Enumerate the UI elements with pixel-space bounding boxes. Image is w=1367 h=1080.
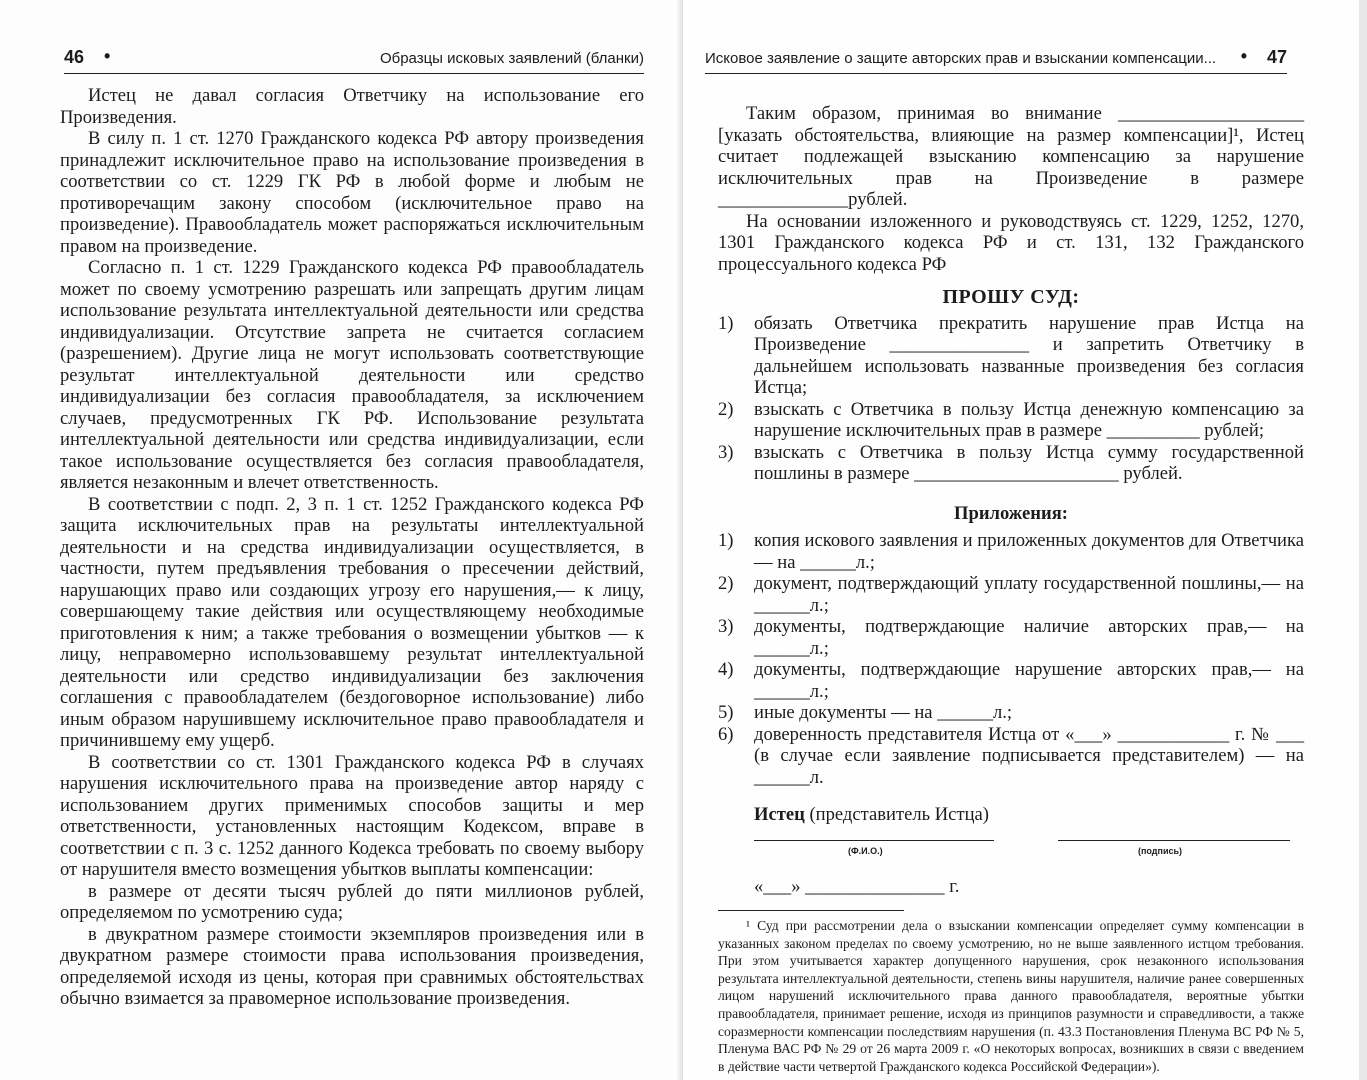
- date-line: «___» _______________ г.: [754, 876, 960, 897]
- list-item-text: документы, подтверждающие нарушение авторских прав,— на ______л.;: [754, 659, 1304, 702]
- list-item-number: 2): [718, 398, 734, 420]
- left-page: [0, 0, 683, 1080]
- left-header-bullet: •: [104, 46, 111, 66]
- list-item-number: 1): [718, 312, 734, 334]
- paragraph: в размере от десяти тысяч рублей до пяти миллионов рублей, определяемом по усмотрению суда;: [60, 880, 644, 923]
- paragraph: В силу п. 1 ст. 1270 Гражданского кодекса РФ автору произведения принадлежит исключительное право на использование произведения в соответствии со ст. 1229 ГК РФ в любой форме и любым не противоречащим закону способом (исключительное право на произведение). Правообладатель может распоряжаться исключительным правом на произведение.: [60, 128, 644, 257]
- paragraph: Согласно п. 1 ст. 1229 Гражданского кодекса РФ правообладатель может по своему усмотрению разрешать или запрещать другим лицам использование результата интеллектуальной деятельности или средства индивидуализации. Отсутствие запрета не считается согласием (разрешением). Другие лица не могут использовать соответствующие результат интеллектуальной деятельности или средство индивидуализации без согласия правообладателя, за исключением случаев, предусмотренных ГК РФ. Использование результата интеллектуальной деятельности или средства индивидуализации, если такое использование осуществляется без согласия правообладателя, является незаконным и влечет ответственность.: [60, 257, 644, 493]
- signature-line: [1058, 840, 1290, 841]
- right-header-rule: [705, 73, 1287, 74]
- list-item-number: 3): [718, 616, 734, 637]
- footnote: ¹ Суд при рассмотрении дела о взыскании компенсации определяет сумму компенсации в указанных законом пределах по своему усмотрению, но не выше заявленного истцом требования. При этом учитывается характер допущенного нарушения, срок незаконного использования результата интеллектуальной деятельности, степень вины нарушителя, наличие ранее совершенных лицом нарушений исключительного права данного правообладателя, вероятные убытки правообладателя, принимает решение, исходя из принципов разумности и справедливости, а также соразмерности компенсации последствиям нарушения (п. 43.3 Постановления Пленума ВС РФ № 5, Пленума ВАС РФ № 29 от 26 марта 2009 г. «О некоторых вопросах, возникших в связи с введением в действие части четвертой Гражданского кодекса Российской Федерации»).: [718, 918, 1304, 1074]
- list-item-number: 1): [718, 530, 734, 551]
- list-item-text: взыскать с Ответчика в пользу Истца сумму государственной пошлины в размере ______________________ рублей.: [754, 441, 1304, 484]
- left-header-title: Образцы исковых заявлений (бланки): [379, 50, 644, 67]
- list-item-text: доверенность представителя Истца от «___» ____________ г. № ___ (в случае если заявление подписывается представителем) — на ______л.: [754, 723, 1304, 788]
- name-line: [754, 840, 994, 841]
- list-item: [718, 442, 1304, 485]
- list-item-number: 3): [718, 441, 734, 463]
- list-item-text: документы, подтверждающие наличие авторских прав,— на ______л.;: [754, 616, 1304, 659]
- list-item: [718, 724, 1304, 789]
- list-item: [718, 659, 1304, 702]
- left-body-text: [60, 85, 644, 1010]
- right-header-bullet: •: [1240, 46, 1247, 66]
- name-line-label: (Ф.И.О.): [848, 846, 883, 856]
- list-item: [718, 313, 1304, 399]
- right-running-header: [705, 44, 1287, 74]
- attachments-list: [718, 530, 1304, 788]
- right-page-number: 47: [1266, 47, 1287, 67]
- footnote-rule: [718, 910, 904, 911]
- list-item-text: обязать Ответчика прекратить нарушение прав Истца на Произведение _______________ и запретить Ответчику в дальнейшем использовать названные произведения без согласия Истца;: [754, 312, 1304, 398]
- request-title: ПРОШУ СУД:: [942, 286, 1080, 308]
- list-item-text: документ, подтверждающий уплату государственной пошлины,— на ______л.;: [754, 573, 1304, 616]
- paragraph: Истец не давал согласия Ответчику на использование его Произведения.: [60, 85, 644, 128]
- list-item: [718, 573, 1304, 616]
- left-page-number: 46: [64, 47, 85, 67]
- list-item-number: 2): [718, 573, 734, 594]
- page-edge-right: [1359, 0, 1367, 1080]
- left-running-header: [64, 44, 644, 74]
- list-item: [718, 616, 1304, 659]
- list-item-text: взыскать с Ответчика в пользу Истца денежную компенсацию за нарушение исключительных прав в размере __________ рублей;: [754, 398, 1304, 441]
- list-item: [718, 530, 1304, 573]
- list-item-number: 6): [718, 723, 734, 745]
- paragraph: На основании изложенного и руководствуясь ст. 1229, 1252, 1270, 1301 Гражданского кодекса РФ и ст. 131, 132 Гражданского процессуального кодекса РФ: [718, 210, 1304, 275]
- right-body-text: [718, 103, 1304, 1075]
- signatory-note: (представитель Истца): [804, 804, 989, 825]
- right-header-title: Исковое заявление о защите авторских прав и взыскании компенсации...: [705, 50, 1217, 67]
- list-item-number: 4): [718, 659, 734, 680]
- list-item-text: иные документы — на ______л.;: [754, 702, 1013, 723]
- list-item: [718, 702, 1304, 724]
- signatory-label: Истец: [754, 804, 805, 825]
- paragraph: В соответствии со ст. 1301 Гражданского кодекса РФ в случаях нарушения исключительного права на произведение автор наряду с использованием других применимых способов защиты и мер ответственности, установленных настоящим Кодексом, вправе в соответствии с п. 3 с. 1252 данного Кодекса требовать по своему выбору от нарушителя вместо возмещения убытков выплаты компенсации:: [60, 751, 644, 880]
- list-item-number: 5): [718, 702, 734, 723]
- list-item-text: копия искового заявления и приложенных документов для Ответчика — на ______л.;: [754, 530, 1304, 573]
- signature-line-label: (подпись): [1138, 846, 1183, 856]
- paragraph: в двукратном размере стоимости экземпляров произведения или в двукратном размере стоимости права использования произведения, определяемой исходя из цены, которая при сравнимых обстоятельствах обычно взимается за правомерное использование произведения.: [60, 923, 644, 1009]
- right-page: [683, 0, 1367, 1080]
- left-header-rule: [64, 73, 644, 74]
- list-item: [718, 399, 1304, 442]
- attachments-title: Приложения:: [954, 502, 1068, 524]
- request-list: [718, 313, 1304, 485]
- paragraph: В соответствии с подп. 2, 3 п. 1 ст. 1252 Гражданского кодекса РФ защита исключительных прав на результаты интеллектуальной деятельности и на средства индивидуализации осуществляется, в частности, путем предъявления требования о пресечении действий, нарушающих право или создающих угрозу его нарушения,— к лицу, совершающему такие действия или осуществляющему необходимые приготовления к ним; а также требования о возмещении убытков — к лицу, неправомерно использовавшему результат интеллектуальной деятельности или средство индивидуализации без заключения соглашения с правообладателем (бездоговорное использование) либо иным образом нарушившему исключительное право правообладателя и причинившему ему ущерб.: [60, 493, 644, 751]
- signatory-block: [718, 804, 1304, 826]
- paragraph: Таким образом, принимая во внимание ____________________ [указать обстоятельства, влияющие на размер компенсации]¹, Истец считает подлежащей взысканию компенсацию за нарушение исключительных прав на Произведение в размере ______________рублей.: [718, 103, 1304, 210]
- signature-row: [718, 834, 1304, 874]
